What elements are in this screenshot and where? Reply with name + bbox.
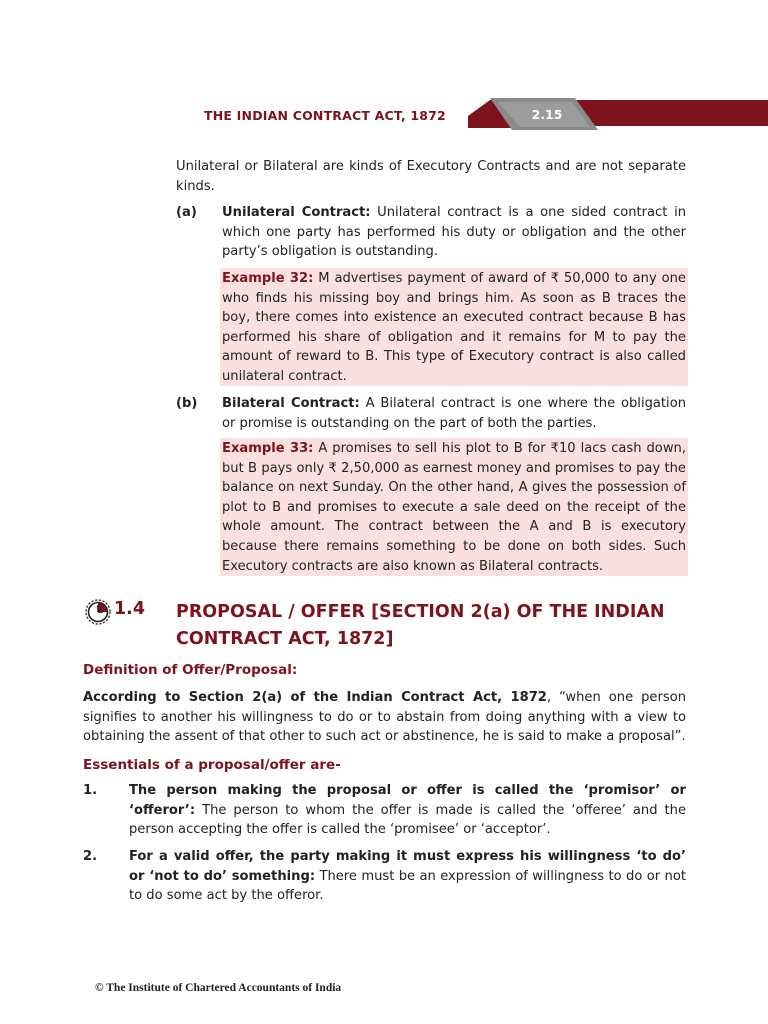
page-number: 2.15 xyxy=(531,107,563,122)
definition-text: , “when one person signifies to another his willingness to do or to abstain from doing anything with a view to obtaining the assent of that other to such act or abstinence, he is said to make a proposal”. xyxy=(83,690,687,745)
essential-item-2 xyxy=(129,847,686,906)
item-label-a: (a) xyxy=(176,205,197,220)
header-bar xyxy=(0,96,768,132)
essential-lead-1: The person making the proposal or offer is called the ‘promisor’ or ‘offeror’: xyxy=(129,783,686,818)
bilateral-term: Bilateral Contract: xyxy=(222,396,360,411)
essential-item-1 xyxy=(129,781,686,840)
essential-lead-2: For a valid offer, the party making it must express his willingness ‘to do’ or ‘not to do’ something: xyxy=(129,849,686,884)
unilateral-text: Unilateral contract is a one sided contract in which one party has performed his duty or obligation and the other party’s obligation is outstanding. xyxy=(222,205,686,260)
unilateral-term: Unilateral Contract: xyxy=(222,205,371,220)
section-title: PROPOSAL / OFFER [SECTION 2(a) OF THE INDIAN CONTRACT ACT, 1872] xyxy=(176,602,665,649)
section-number: 1.4 xyxy=(114,599,146,619)
example-32-title: Example 32: xyxy=(222,271,314,286)
essential-num-1: 1. xyxy=(83,783,98,798)
example-32-box xyxy=(220,268,688,386)
essential-text-2: There must be an expression of willingness to do or not to do some act by the offeror. xyxy=(129,868,686,904)
example-33-box xyxy=(220,438,688,576)
example-33-text: A promises to sell his plot to B for ₹10 lacs cash down, but B pays only ₹ 2,50,000 as earnest money and promises to pay the balance on next Sunday. On the other hand, A gives the possession of plot to B and promises to execute a sale deed on the receipt of the whole amount. The contract between the A and B is executory because there remains something to be done on both sides. Such Executory contracts are also known as Bilateral contracts. xyxy=(222,441,686,574)
definition-paragraph xyxy=(83,688,686,747)
definition-heading: Definition of Offer/Proposal: xyxy=(83,662,298,678)
essential-text-1: The person to whom the offer is made is called the ‘offeree’ and the person accepting the offer is called the ‘promisee’ or ‘acceptor’. xyxy=(129,802,686,838)
item-label-b: (b) xyxy=(176,396,198,411)
header-title: THE INDIAN CONTRACT ACT, 1872 xyxy=(204,108,446,123)
footer-copyright: © The Institute of Chartered Accountants of India xyxy=(95,982,342,994)
example-32-text: M advertises payment of award of ₹ 50,000 to any one who finds his missing boy and brings him. As soon as B traces the boy, there comes into existence an executed contract because B has performed his share of obligation and it remains for M to pay the amount of reward to B. This type of Executory contract is also called unilateral contract. xyxy=(222,271,686,384)
essentials-heading: Essentials of a proposal/offer are- xyxy=(83,757,341,773)
bilateral-text: A Bilateral contract is one where the obligation or promise is outstanding on the part of both the parties. xyxy=(222,396,686,431)
essential-num-2: 2. xyxy=(83,849,98,864)
bilateral-paragraph xyxy=(222,394,686,433)
intro-paragraph: Unilateral or Bilateral are kinds of Executory Contracts and are not separate kinds. xyxy=(176,159,686,194)
unilateral-paragraph xyxy=(222,203,686,262)
example-33-title: Example 33: xyxy=(222,441,314,456)
definition-lead: According to Section 2(a) of the Indian Contract Act, 1872 xyxy=(83,690,547,705)
clock-icon xyxy=(82,597,114,627)
